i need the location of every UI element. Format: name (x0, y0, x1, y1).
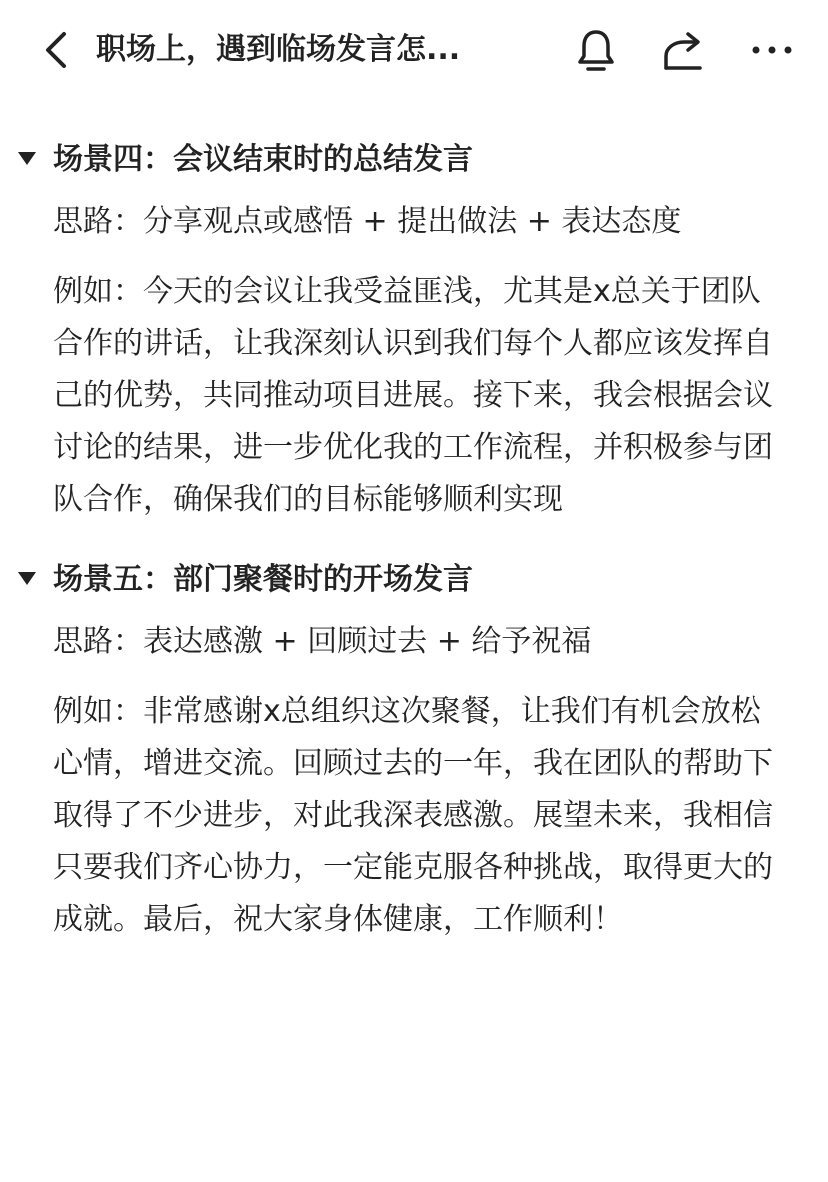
collapse-caret-icon[interactable] (18, 572, 36, 585)
share-icon (660, 26, 708, 74)
section-scene-5-wrapper (0, 548, 828, 946)
section-example: 例如：非常感谢x总组织这次聚餐，让我们有机会放松心情，增进交流。回顾过去的一年，我在团队的帮助下取得了不少进步，对此我深表感激。展望未来，我相信只要我们齐心协力，一定能克服各种挑战，取得更大的成就。最后，祝大家身体健康，工作顺利！ (53, 694, 773, 937)
chevron-left-icon (36, 28, 76, 72)
section-title: 场景五：部门聚餐时的开场发言 (53, 562, 473, 597)
section-scene-4 (0, 128, 828, 526)
top-bar (0, 0, 828, 100)
more-icon (748, 26, 796, 74)
page-title: 职场上，遇到临场发言怎... (96, 32, 461, 67)
section-header[interactable] (0, 128, 828, 192)
share-button[interactable] (660, 26, 708, 74)
section-header[interactable] (0, 548, 828, 612)
back-button[interactable] (36, 28, 76, 72)
section-idea: 思路：分享观点或感悟 + 提出做法 + 表达态度 (53, 204, 682, 239)
collapse-caret-icon[interactable] (18, 152, 36, 165)
article-content (0, 128, 828, 526)
more-button[interactable] (748, 26, 796, 74)
section-idea: 思路：表达感激 + 回顾过去 + 给予祝福 (53, 624, 592, 659)
section-scene-5 (0, 548, 828, 946)
section-title: 场景四：会议结束时的总结发言 (53, 142, 473, 177)
section-example: 例如：今天的会议让我受益匪浅，尤其是x总关于团队合作的讲话，让我深刻认识到我们每个人都应该发挥自己的优势，共同推动项目进展。接下来，我会根据会议讨论的结果，进一步优化我的工作流程，并积极参与团队合作，确保我们的目标能够顺利实现 (53, 274, 773, 517)
bell-icon (572, 26, 620, 74)
notification-button[interactable] (572, 26, 620, 74)
